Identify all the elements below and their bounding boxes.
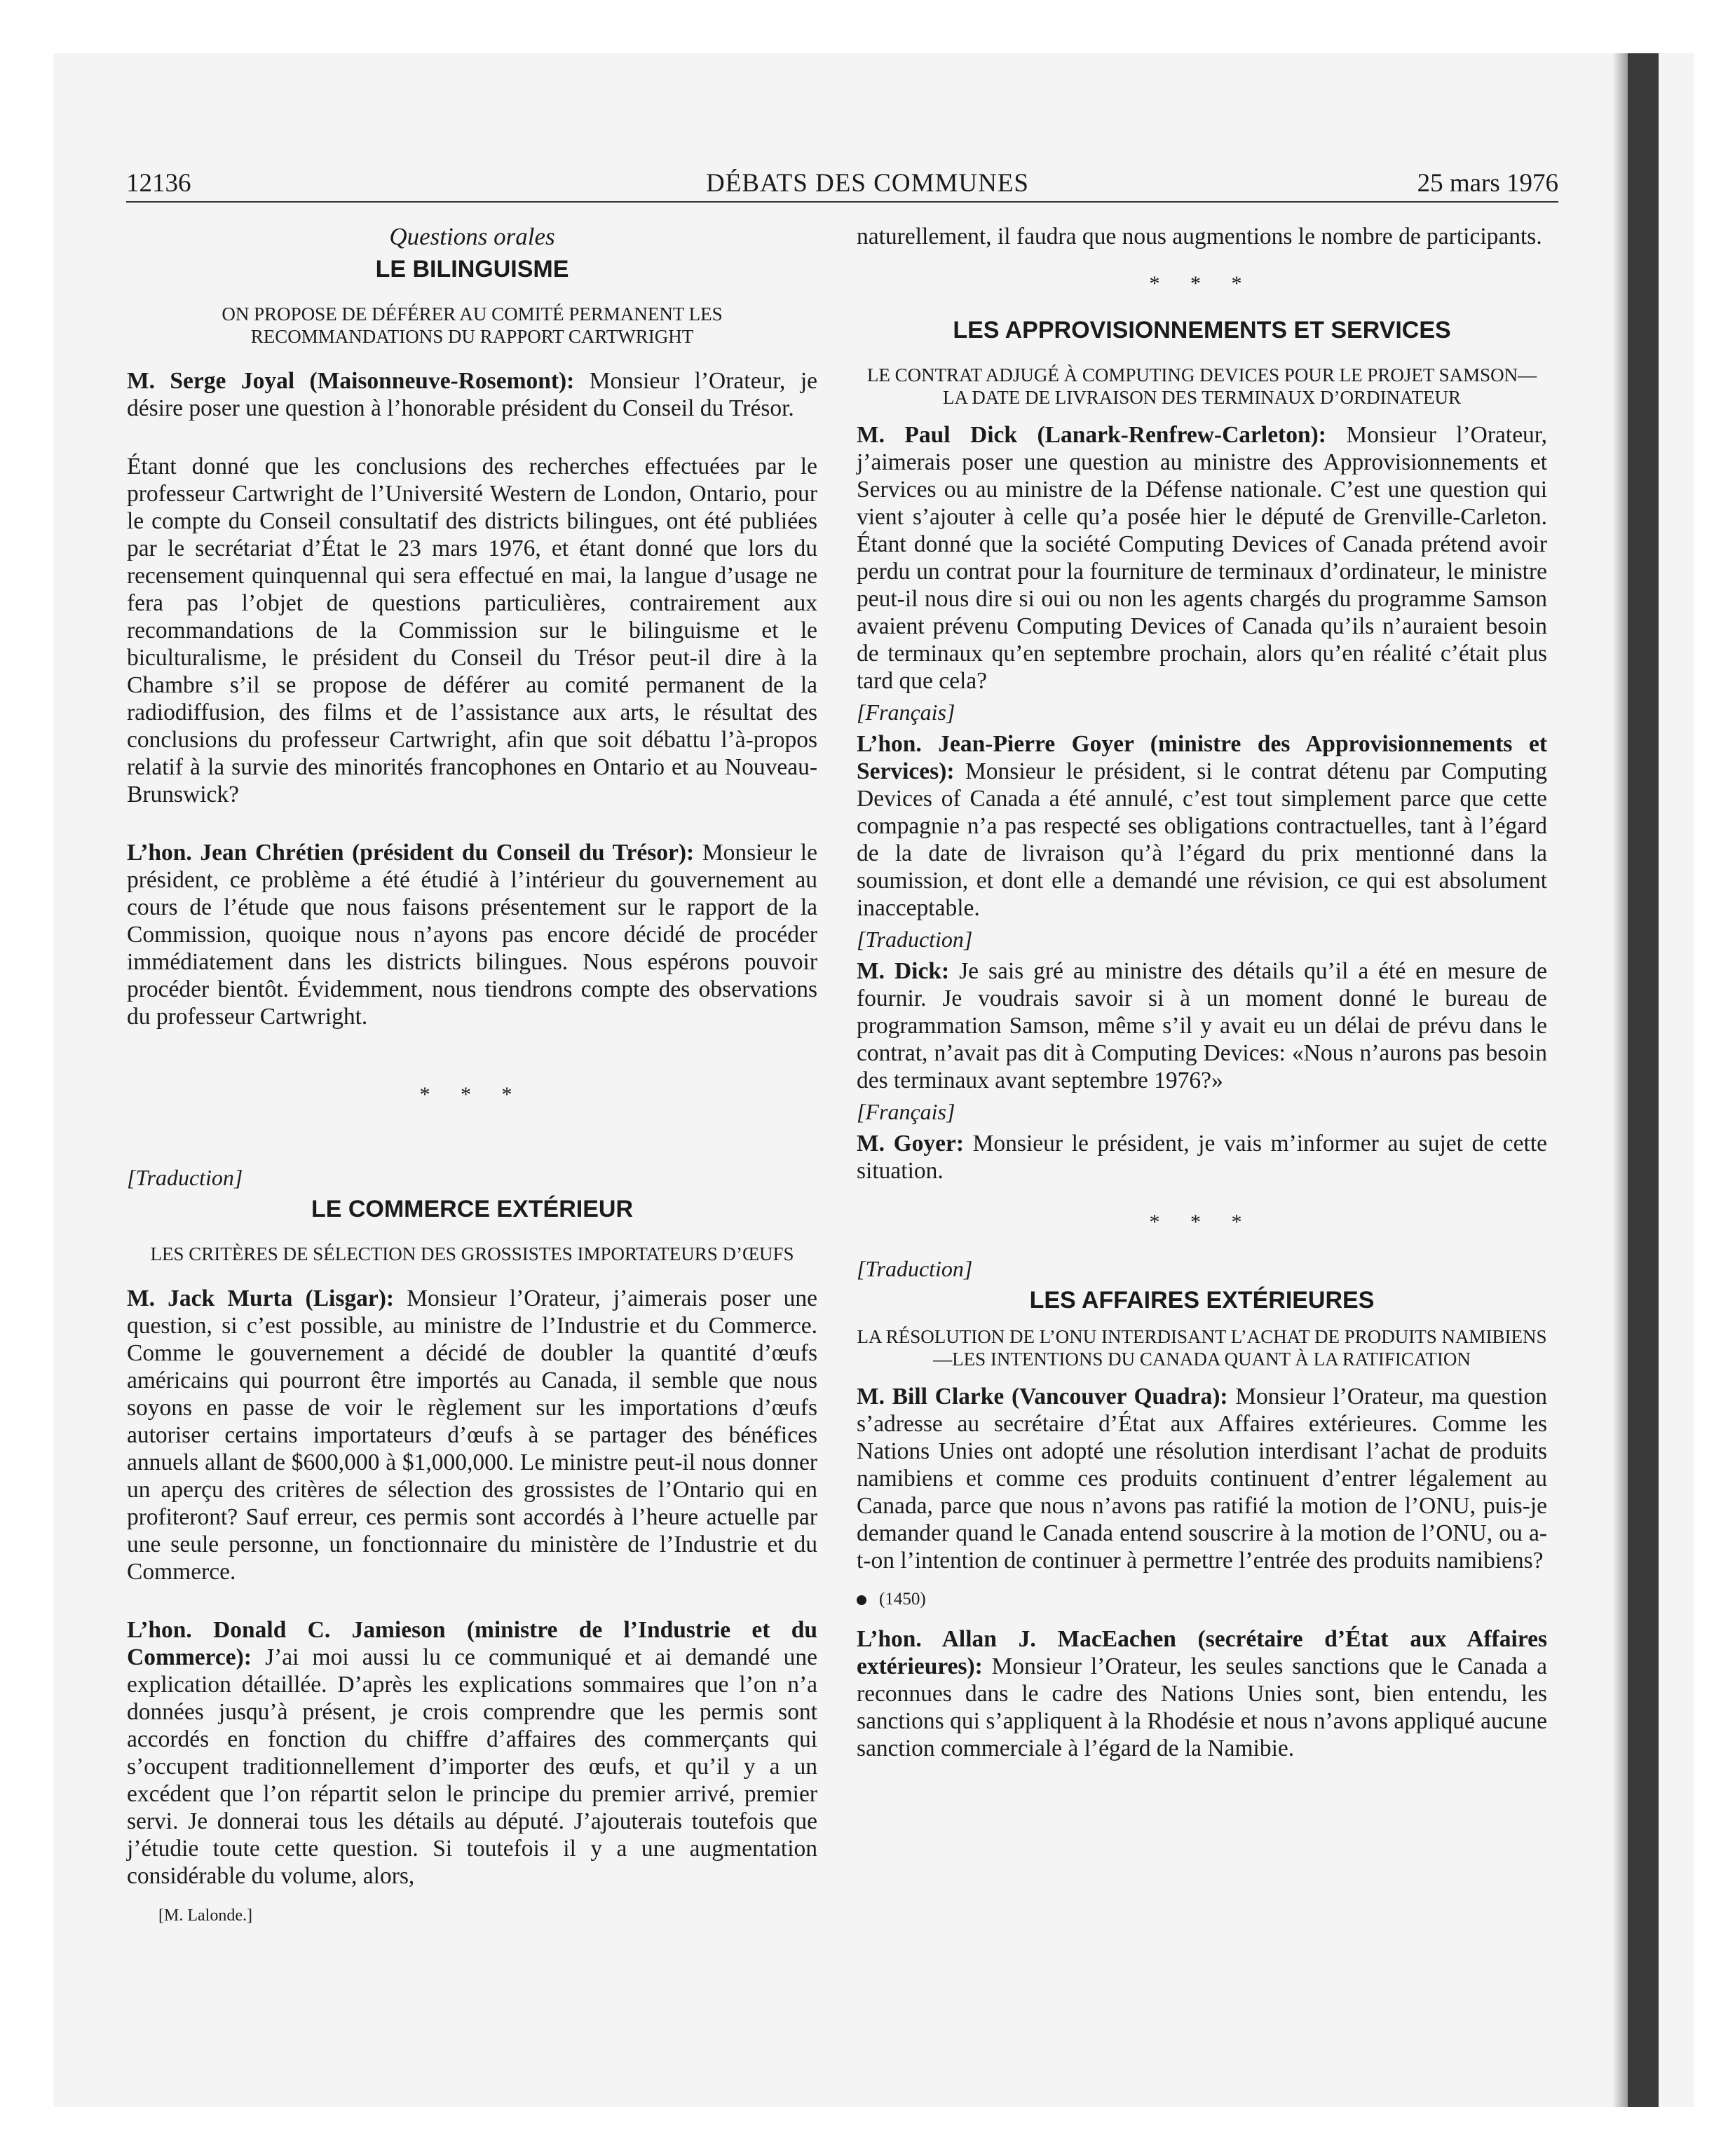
left-column	[127, 223, 817, 1930]
speech-jamieson: J’ai moi aussi lu ce communiqué et ai demandé une explication détaillée. D’après les explications sommaires que l’on n’a données jusqu’à présent, je crois comprendre que les permis sont accordés en fonction du chiffre d’affaires des commerçants qui s’occupent traditionnellement d’importer des œufs, et qu’il y a un excédent que l’on répartit selon le principe du premier arrivé, premier servi. Je donnerai tous les détails au député. J’ajouterais toutefois que j’étudie toute cette question. Si toutefois il y a une augmentation considérable du volume, alors,	[127, 1644, 817, 1889]
subheading-bilinguisme: ON PROPOSE DE DÉFÉRER AU COMITÉ PERMANENT LES RECOMMANDATIONS DU RAPPORT CARTWRIGHT	[222, 303, 723, 347]
speaker-dick: M. Paul Dick (Lanark-Renfrew-Carleton):	[857, 422, 1326, 448]
publication-title: DÉBATS DES COMMUNES	[705, 169, 1029, 198]
section-separator: * * *	[1149, 1210, 1255, 1234]
heading-commerce: LE COMMERCE EXTÉRIEUR	[311, 1196, 634, 1222]
binding-edge	[1628, 53, 1659, 2107]
heading-approvisionnements: LES APPROVISIONNEMENTS ET SERVICES	[953, 317, 1451, 343]
paragraph-maceachen	[857, 1625, 1547, 1762]
paragraph-joyal-2: Étant donné que les conclusions des recherches effectuées par le professeur Cartwright de l’Université Western de London, Ontario, pour le compte du Conseil consultatif des districts bilingues, ont été publiées par le secrétariat d’État le 23 mars 1976, et étant donné que lors du recensement quinquennal qui sera effectué en mai, la langue d’usage ne fera pas l’objet de questions particulières, contrairement aux recommandations de la Commission sur le bilinguisme et le biculturalisme, le président du Conseil du Trésor peut-il dire à la Chambre s’il se propose de déférer au comité permanent de la radiodiffusion, des films et de l’assistance aux arts, le résultat des conclusions du professeur Cartwright, afin que soit débattu l’à-propos relatif à la survie des minorités francophones en Ontario et au Nouveau-Brunswick?	[127, 453, 817, 807]
page-edge-shadow	[1612, 53, 1628, 2107]
paragraph-dick-2	[857, 957, 1547, 1094]
footnote-speaker: [M. Lalonde.]	[158, 1906, 252, 1925]
subheading-commerce: LES CRITÈRES DE SÉLECTION DES GROSSISTES IMPORTATEURS D’ŒUFS	[150, 1243, 794, 1264]
speaker-dick-2: M. Dick:	[857, 958, 950, 984]
speech-clarke: Monsieur l’Orateur, ma question s’adresse au secrétaire d’État aux Affaires extérieures. Comme les Nations Unies ont adopté une résolution interdisant l’achat de produits namibiens et comme ces produits continuent d’entrer légalement au Canada, parce que nous n’avons pas ratifié la motion de l’ONU, puis-je demander quand le Canada entend souscrire à la motion de l’ONU, ou a-t-on l’intention de continuer à permettre l’entrée des produits namibiens?	[857, 1384, 1548, 1574]
speech-murta: Monsieur l’Orateur, j’aimerais poser une question, si c’est possible, au ministre de l’Industrie et du Commerce. Comme le gouvernement a décidé de doubler la quantité d’œufs américains qui pourront être importés au Canada, il semble que nous soyons en passe de voir le règlement sur les importations d’œufs autoriser certains importateurs d’œufs à se partager des bénéfices annuels allant de $600,000 à $1,000,000. Le ministre peut-il nous donner un aperçu des critères de sélection des grossistes de l’Ontario qui en profiteront? Sauf erreur, ces permis sont accordés à l’heure actuelle par une seule personne, un fonctionnaire du ministère de l’Industrie et du Commerce.	[127, 1285, 817, 1585]
speaker-maceachen: L’hon. Allan J. MacEachen (secrétaire d’État aux Affaires extérieures):	[857, 1626, 1547, 1679]
language-note: [Français]	[857, 700, 955, 725]
heading-bilinguisme: LE BILINGUISME	[375, 256, 569, 282]
speech-maceachen: Monsieur l’Orateur, les seules sanctions que le Canada a reconnues dans le cadre des Nations Unies sont, bien entendu, les sanctions qui s’appliquent à la Rhodésie et nous n’avons appliqué aucune sanction commerciale à l’égard de la Namibie.	[857, 1653, 1548, 1761]
time-marker-text: (1450)	[879, 1590, 926, 1609]
heading-affaires-exterieures: LES AFFAIRES EXTÉRIEURES	[1029, 1287, 1375, 1314]
section-label: Questions orales	[389, 223, 555, 250]
time-marker	[857, 1585, 1547, 1613]
language-note: [Traduction]	[857, 1256, 973, 1281]
language-note: [Français]	[857, 1099, 955, 1124]
speech-goyer-2: Monsieur le président, je vais m’informer au sujet de cette situation.	[857, 1131, 1547, 1184]
paragraph-chretien	[127, 839, 817, 1030]
paragraph-dick	[857, 421, 1547, 695]
speaker-goyer: L’hon. Jean-Pierre Goyer (ministre des Approvisionnements et Services):	[857, 731, 1547, 784]
speech-goyer: Monsieur le président, si le contrat détenu par Computing Devices of Canada a été annulé, c’est tout simplement parce que cette compagnie n’a pas respecté ses obligations contractuelles, tant à l’égard de la date de livraison qu’à l’égard du prix mentionné dans la soumission, et dont elle a demandé une révision, ce qui est absolument inacceptable.	[857, 758, 1547, 921]
speaker-chretien: L’hon. Jean Chrétien (président du Conseil du Trésor):	[127, 840, 695, 866]
paragraph-joyal	[127, 367, 817, 422]
subheading-approvisionnements: LE CONTRAT ADJUGÉ À COMPUTING DEVICES POUR LE PROJET SAMSON—LA DATE DE LIVRAISON DES TERMINAUX D’ORDINATEUR	[866, 364, 1537, 408]
right-column	[857, 223, 1547, 1762]
speech-dick-2: Je sais gré au ministre des détails qu’il a été en mesure de fournir. Je voudrais savoir si à un moment donné le bureau de programmation Samson, même s’il y avait eu un délai de prévu dans le contrat, n’avait pas dit à Computing Devices: «Nous n’aurons pas besoin des terminaux avant septembre 1976?»	[857, 958, 1548, 1093]
speaker-joyal: M. Serge Joyal (Maisonneuve-Rosemont):	[127, 368, 575, 394]
paragraph-murta	[127, 1285, 817, 1585]
section-separator: * * *	[1149, 272, 1255, 295]
speech-dick: Monsieur l’Orateur, j’aimerais poser une question au ministre des Approvisionnements et Services ou au ministre de la Défense nationale. C’est une question qui vient s’ajouter à celle qu’a posée hier le député de Grenville-Carleton. Étant donné que la société Computing Devices of Canada prétend avoir perdu un contrat pour la fourniture de terminaux d’ordinateur, le ministre peut-il nous dire si oui ou non les agents chargés du programme Samson avaient prévenu Computing Devices of Canada qu’ils n’auraient besoin de terminaux qu’en septembre prochain, alors qu’en réalité c’était plus tard que cela?	[857, 422, 1547, 694]
bullet-icon	[857, 1595, 866, 1605]
issue-date: 25 mars 1976	[1417, 169, 1558, 198]
speech-joyal-1: Monsieur l’Orateur, je désire poser une question à l’honorable président du Conseil du Trésor.	[127, 368, 817, 421]
speech-chretien: Monsieur le président, ce problème a été étudié à l’intérieur du gouvernement au cours de l’étude que nous faisons présentement sur le rapport de la Commission, quoique nous n’ayons pas encore décidé de procéder immédiatement dans les districts bilingues. Nous espérons pouvoir procéder bientôt. Évidemment, nous tiendrons compte des observations du professeur Cartwright.	[127, 840, 817, 1030]
speaker-goyer-2: M. Goyer:	[857, 1131, 965, 1157]
paragraph-goyer-2	[857, 1130, 1547, 1185]
paragraph-goyer	[857, 730, 1547, 922]
paragraph-clarke	[857, 1383, 1547, 1574]
page-number: 12136	[126, 169, 191, 198]
language-note: [Traduction]	[857, 927, 973, 952]
section-separator: * * *	[419, 1083, 525, 1106]
subheading-affaires-exterieures: LA RÉSOLUTION DE L’ONU INTERDISANT L’ACHAT DE PRODUITS NAMIBIENS—LES INTENTIONS DU CANADA QUANT À LA RATIFICATION	[857, 1326, 1547, 1370]
header-rule	[126, 201, 1558, 203]
paragraph-jamieson	[127, 1616, 817, 1890]
speaker-murta: M. Jack Murta (Lisgar):	[127, 1285, 395, 1311]
speaker-jamieson: L’hon. Donald C. Jamieson (ministre de l’Industrie et du Commerce):	[127, 1617, 817, 1670]
paragraph-continuation: naturellement, il faudra que nous augmentions le nombre de participants.	[857, 224, 1542, 250]
speaker-clarke: M. Bill Clarke (Vancouver Quadra):	[857, 1384, 1228, 1410]
language-note: [Traduction]	[127, 1165, 243, 1190]
